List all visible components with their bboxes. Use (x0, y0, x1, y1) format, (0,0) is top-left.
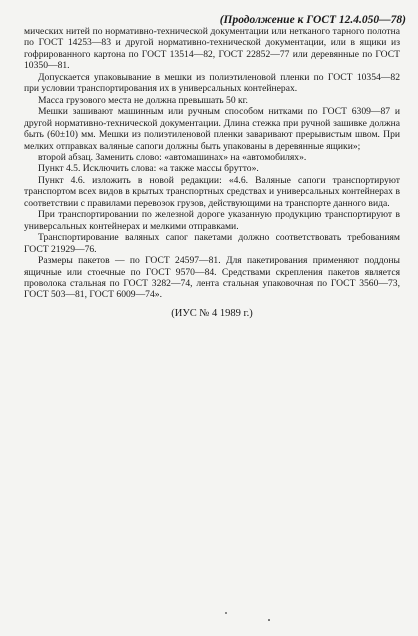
paragraph-second-abzac: второй абзац. Заменить слово: «автомашинах» на «автомобилях». (38, 151, 307, 163)
paragraph-mass: Масса грузового места не должна превышать 50 кг. (38, 94, 248, 106)
page-header: (Продолжение к ГОСТ 12.4.050—78) (219, 14, 406, 26)
document-body (24, 26, 400, 319)
paragraph-point-4-6: Пункт 4.6. изложить в новой редакции: «4.6. Валяные сапоги транспортируют транспортом всех видов в крытых транспортных средствах и универсальных контейнерах в соответствии с правилами перевозок грузов, действующими на транспорте данного вида. (24, 174, 400, 209)
paragraph-packets: Транспортирование валяных сапог пакетами должно соответствовать требованиям ГОСТ 21929—76. (24, 232, 400, 255)
ius-reference: (ИУС № 4 1989 г.) (171, 307, 253, 319)
paragraph-packet-sizes: Размеры пакетов — по ГОСТ 24597—81. Для пакетирования применяют поддоны ящичные или стоечные по ГОСТ 9570—84. Средствами скрепления пакетов является проволока стальная по ГОСТ 3282—74, лента стальная упаковочная по ГОСТ 3560—73, ГОСТ 503—81, ГОСТ 6009—74». (24, 255, 400, 301)
speck-mark (225, 612, 227, 614)
paragraph-polyethylene: Допускается упаковывание в мешки из полиэтиленовой пленки по ГОСТ 10354—82 при условии транспортирования их в универсальных контейнерах. (24, 71, 400, 95)
speck-mark (268, 619, 270, 621)
paragraph-sewing: Мешки зашивают машинным или ручным способом нитками по ГОСТ 6309—87 и другой нормативно-технической документации. Длина стежка при ручной зашивке должна быть (60±10) мм. Мешки из полиэтиленовой пленки заваривают прерывистым швом. При мелких отправках валяные сапоги должны быть упакованы в деревянные ящики»; (24, 106, 400, 152)
paragraph-point-4-5: Пункт 4.5. Исключить слова: «а также массы брутто». (38, 163, 259, 175)
paragraph-continuation: мических нитей по нормативно-технической документации или нетканого тарного полотна по ГОСТ 14253—83 и другой нормативно-технической документации, или в ящики из гофрированного картона по ГОСТ 13514—82, ГОСТ 22852—77 или деревянные по ГОСТ 10350—81. (24, 26, 400, 72)
paragraph-railway: При транспортировании по железной дороге указанную продукцию транспортируют в универсальных контейнерах и мелкими отправками. (24, 209, 400, 232)
